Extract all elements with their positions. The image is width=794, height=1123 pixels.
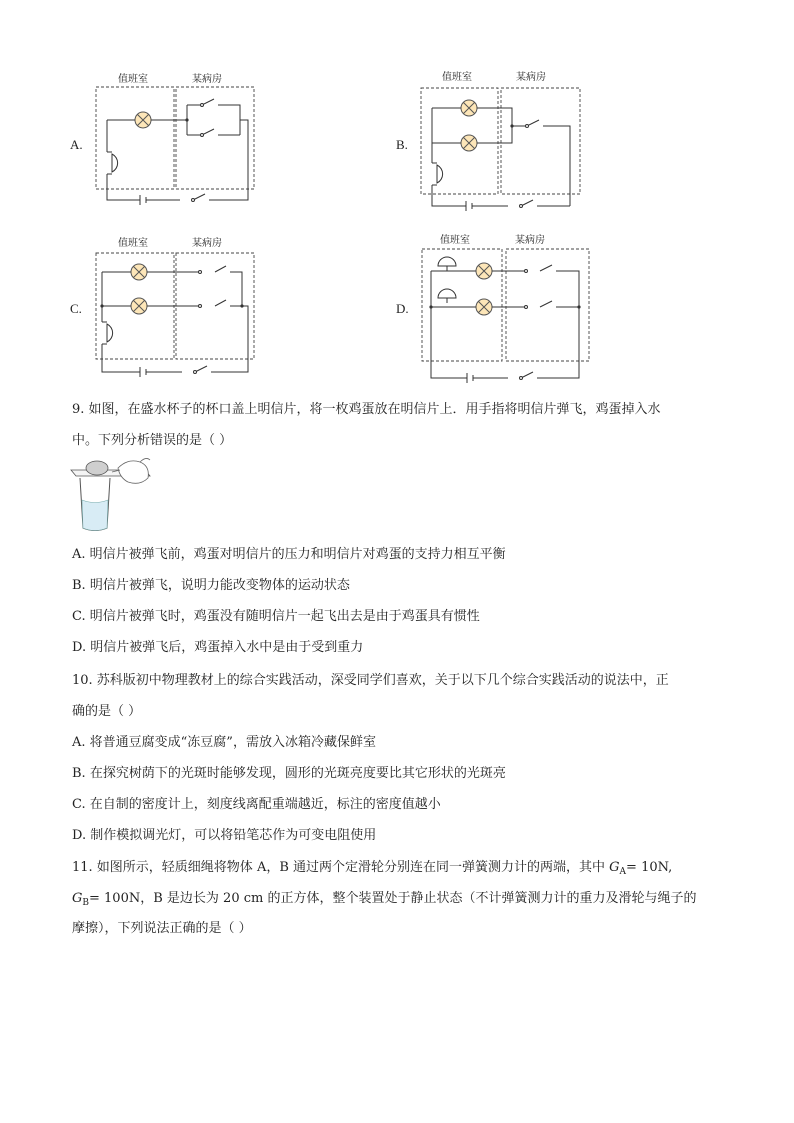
hand-icon [118, 461, 148, 483]
option-c-letter: C. [70, 301, 82, 316]
option-b-letter: B. [396, 137, 408, 152]
svg-text:某病房: 某病房 [516, 72, 546, 83]
svg-text:某病房: 某病房 [192, 238, 222, 249]
q10-stem-line1: 10. 苏科版初中物理教材上的综合实践活动，深受同学们喜欢，关于以下几个综合实践活动的说法中，正 [72, 673, 669, 688]
option-d-letter: D. [396, 301, 409, 316]
svg-text:值班室: 值班室 [442, 72, 472, 83]
egg-icon [86, 461, 108, 475]
q10-option-d: D. 制作模拟调光灯，可以将铅笔芯作为可变电阻使用 [72, 828, 377, 843]
q9-option-a: A. 明信片被弹飞前，鸡蛋对明信片的压力和明信片对鸡蛋的支持力相互平衡 [72, 547, 506, 562]
q10-stem-line2: 确的是（ ） [72, 704, 142, 719]
q9-stem-line1: 9. 如图，在盛水杯子的杯口盖上明信片，将一枚鸡蛋放在明信片上．用手指将明信片弹飞，鸡蛋掉入水 [72, 402, 661, 417]
q11-stem-line1: 11. 如图所示，轻质细绳将物体 A，B 通过两个定滑轮分别连在同一弹簧测力计的两端，其中 $G_A= 10N$, [72, 860, 673, 877]
q11-stem-line3: 摩擦），下列说法正确的是（ ） [72, 921, 252, 936]
svg-text:值班室: 值班室 [118, 238, 148, 249]
q10-option-b: B. 在探究树荫下的光斑时能够发现，圆形的光斑亮度要比其它形状的光斑亮 [72, 766, 506, 781]
q10-option-c: C. 在自制的密度计上，刻度线离配重端越近，标注的密度值越小 [72, 797, 441, 812]
room-label-ward: 某病房 [192, 74, 222, 85]
room-label-duty: 值班室 [118, 74, 148, 85]
q9-stem-line2: 中。下列分析错误的是（ ） [72, 433, 233, 448]
q9-option-b: B. 明信片被弹飞，说明力能改变物体的运动状态 [72, 578, 350, 593]
q9-option-c: C. 明信片被弹飞时，鸡蛋没有随明信片一起飞出去是由于鸡蛋具有惯性 [72, 609, 480, 624]
q9-option-d: D. 明信片被弹飞后，鸡蛋掉入水中是由于受到重力 [72, 640, 364, 655]
svg-text:某病房: 某病房 [515, 235, 545, 246]
q10-option-a: A. 将普通豆腐变成“冻豆腐”，需放入冰箱冷藏保鲜室 [72, 735, 376, 750]
q11-stem-line2: $G_B= 100N$，B 是边长为 20 cm 的正方体，整个装置处于静止状态（不计弹簧测力计的重力及滑轮与绳子的 [72, 891, 697, 908]
option-a-letter: A. [70, 137, 83, 152]
svg-text:值班室: 值班室 [440, 235, 470, 246]
